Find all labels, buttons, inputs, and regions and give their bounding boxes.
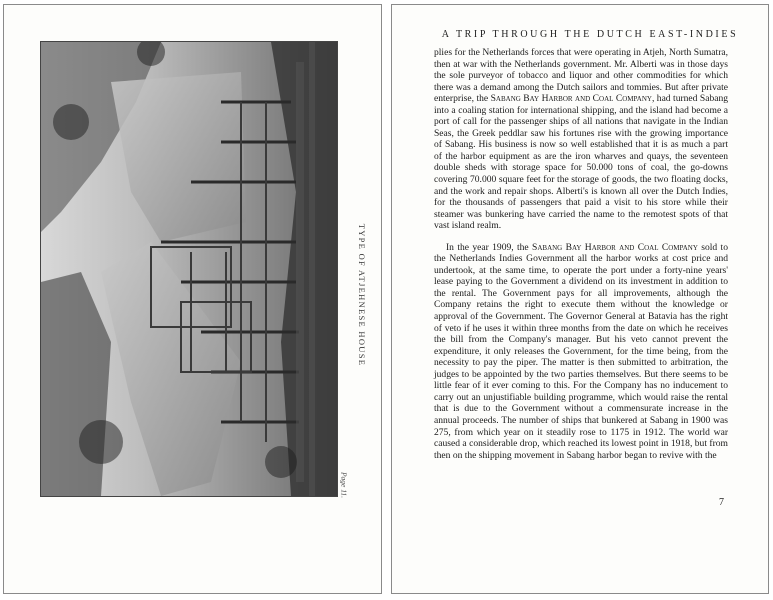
photo-plate — [40, 41, 338, 497]
left-page — [3, 4, 382, 594]
paragraph-1-text-a: plies for the Netherlands forces that were operating in Atjeh, North Sumatra, then at war with the Netherlands government. Mr. Alberti was in those days the sole purveyor of tobacco and liquor and other commodities for which there was a demand among the Dutch sailors and tommies. But after private enterprise, the — [434, 47, 728, 105]
photo-caption-text: TYPE OF ATJEHNESE HOUSE — [357, 223, 367, 367]
paragraph-2-text-b: sold to the Netherlands Indies Government all the harbor works at cost price and undertook, at the same time, to operate the port under a forty-nine years' lease paying to the Government a dividend on its investment in addition to the rental. The Government pays for all improvements, although the Company retains the right to execute them without the knowledge or approval of the Government. The Governor General at Batavia has the right of veto if he uses it within three months from the date on which he receives the bill from the Company's manager. But his veto cannot prevent the expenditure, it only releases the Government, for the time being, from the necessity to pay the piper. The matter is then submitted to arbitration, the judges to be appointed by the two parties themselves. But there seems to be little fear of it ever coming to this. For the Company has no inducement to carry out an unjustifiable building programme, which would raise the rental that is due to the Government without a commensurate increase in the annual proceeds. The number of ships that bunkered at Sabang in 1900 was 275, from which year on it steadily rose to 1175 in 1912. The world war caused a considerable drop, which reached its lowest point in 1918, but from then on the shipping movement in Sabang harbor began to revive with the — [434, 241, 728, 461]
running-head: A TRIP THROUGH THE DUTCH EAST-INDIES — [441, 29, 739, 40]
paragraph-1-text-b: , had turned Sabang into a coaling station for international shipping, and the island had become a port of call for the passenger ships of all nations that navigate in the Indian Seas, the Greek peddlar saw his fortunes rise with the growing importance of Sabang. His business is now so well established that it is as much a part of the harbor equipment as are the iron wharves and quays, the seventeen double sheds with storage space for 50.000 tons of coal, the go-downs covering 70.000 square feet for the storage of goods, the two floating docks, and the work and repair shops. Alberti's is known all over the Dutch Indies, for the thousands of passengers that paid a visit to his store while their steamer was bunkering have carried the name to the remotest spots of that vast island realm. — [434, 93, 728, 232]
plate-number-text: Page 11. — [339, 471, 349, 499]
photo-caption — [352, 145, 372, 445]
body-text — [434, 47, 728, 461]
plate-number — [336, 465, 352, 505]
paragraph-2 — [434, 242, 728, 461]
company-name: Sabang Bay Harbor and Coal Company — [532, 241, 698, 253]
company-name: Sabang Bay Harbor and Coal Company — [490, 93, 652, 105]
paragraph-2-text-a: In the year 1909, the — [446, 241, 533, 253]
atjehnese-house-photo — [41, 42, 337, 496]
right-page — [391, 4, 769, 594]
paragraph-1 — [434, 47, 728, 232]
page-number: 7 — [719, 497, 724, 508]
